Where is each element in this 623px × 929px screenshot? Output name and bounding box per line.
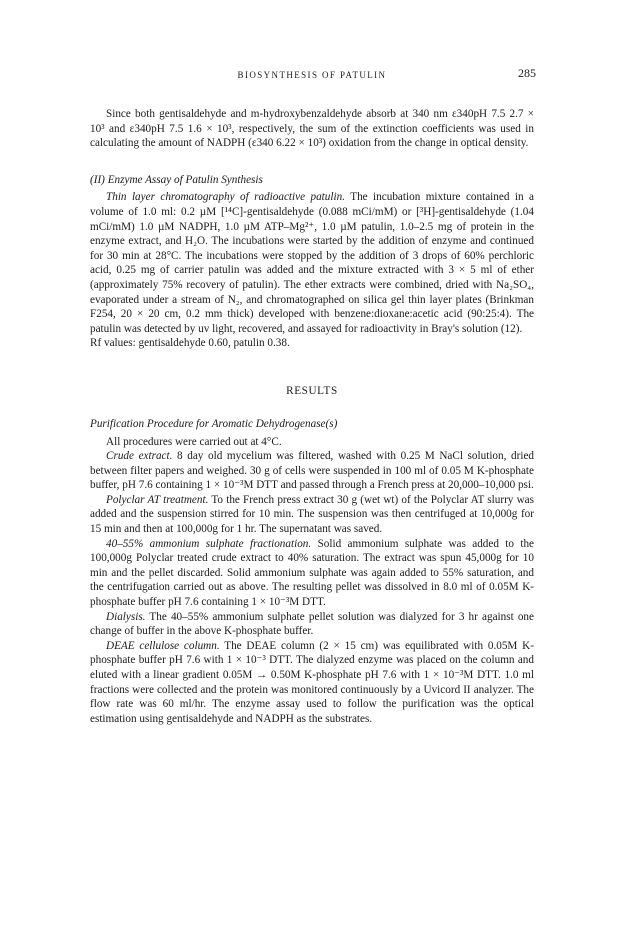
tlc-run-in: Thin layer chromatography of radioactive patulin. [106,191,345,204]
step-run-in: Crude extract. [106,450,173,463]
purification-title: Purification Procedure for Aromatic Dehydrogenase(s) [90,417,338,430]
tlc-paragraph [90,190,534,336]
step-body: The DEAE column (2 × 15 cm) was equilibrated with 0.05M K-phosphate buffer pH 7.6 with 1 × 10⁻³ DTT. The dialyzed enzyme was placed on the column and eluted with a linear gradient 0.05M → 0.50M K-phosphate pH 7.6 with 1 × 10⁻³M DTT. 1.0 ml fractions were collected and the protein was monitored continuously by a Uvicord II analyzer. The flow rate was 60 ml/hr. The enzyme assay used to follow the purification was the optical estimation using gentisaldehyde and NADPH as the substrates. [90,639,534,725]
step-polyclar-treatment [90,493,534,537]
step-body: To the French press extract 30 g (wet wt) of the Polyclar AT slurry was added and the suspension stirred for 10 min. The suspension was then centrifuged at 10,000g for 15 min and then at 100,000g for 1 hr. The supernatant was saved. [90,493,534,536]
step-run-in: Dialysis. [106,610,146,623]
purification-intro: All procedures were carried out at 4°C. [106,435,282,448]
step-body: The 40–55% ammonium sulphate pellet solution was dialyzed for 3 hr against one change of buffer in the above K-phosphate buffer. [90,610,534,638]
rf-values: Rf values: gentisaldehyde 0.60, patulin 0.38. [90,337,290,350]
step-dialysis [90,610,534,639]
methods-section-title: (II) Enzyme Assay of Patulin Synthesis [90,173,263,186]
step-body: 8 day old mycelium was filtered, washed with 0.25 M NaCl solution, dried between filter papers and weighed. 30 g of cells were suspended in 100 ml of 0.05 M K-phosphate buffer, pH 7.6 containing 1 × 10⁻³M DTT and passed through a French press at 20,000–10,000 psi. [90,450,535,492]
step-run-in: 40–55% ammonium sulphate fractionation. [106,537,312,550]
methods-intro-paragraph: Since both gentisaldehyde and m-hydroxybenzaldehyde absorb at 340 nm ε340pH 7.5 2.7 × 10³ and ε340pH 7.5 1.6 × 10³, respectively, the sum of the extinction coefficients was used in calculating the amount of NADPH (ε340 6.22 × 10³) oxidation from the change in optical density. [90,108,534,150]
running-head: BIOSYNTHESIS OF PATULIN [237,70,387,80]
step-ammonium-sulphate [90,537,534,610]
step-body: Solid ammonium sulphate was added to the 100,000g Polyclar treated crude extract to 40% saturation. The extract was spun 45,000g for 10 min and the pellet discarded. Solid ammonium sulphate was again added to 55% saturation, and the centrifugation carried out as above. The resulting pellet was dissolved in 8.0 ml of 0.05M K-phosphate buffer pH 7.6 containing 1 × 10⁻³M DTT. [90,537,535,609]
step-run-in: Polyclar AT treatment. [106,493,209,506]
results-heading: RESULTS [286,384,338,397]
step-crude-extract [90,449,534,493]
step-deae-column [90,639,534,727]
tlc-body: The incubation mixture contained in a volume of 1.0 ml: 0.2 µM [¹⁴C]-gentisaldehyde (0.088 mCi/mM) or [³H]-gentisaldehyde (1.04 mCi/mM) 1.0 µM NADPH, 1.0 µM ATP–Mg²⁺, 1.0 µM patulin, 1.0–2.5 mg of protein in the enzyme extract, and H₂O. The incubations were started by the addition of enzyme and continued for 30 min at 28°C. The incubations were stopped by the addition of 3 drops of 60% perchloric acid, 0.25 mg of carrier patulin was added and the mixture extracted with 3 × 5 ml of ether (approximately 75% recovery of patulin). The ether extracts were combined, dried with Na₂SO₄, evaporated under a stream of N₂, and chromatographed on silica gel thin layer plates (Brinkman F254, 20 × 20 cm, 0.2 mm thick) developed with benzene:dioxane:acetic acid (90:25:4). The patulin was detected by uv light, recovered, and assayed for radioactivity in Bray's solution (12). [90,191,534,335]
journal-page [90,66,534,726]
page-number: 285 [518,66,536,80]
page-header [90,66,534,86]
step-run-in: DEAE cellulose column. [106,639,220,652]
